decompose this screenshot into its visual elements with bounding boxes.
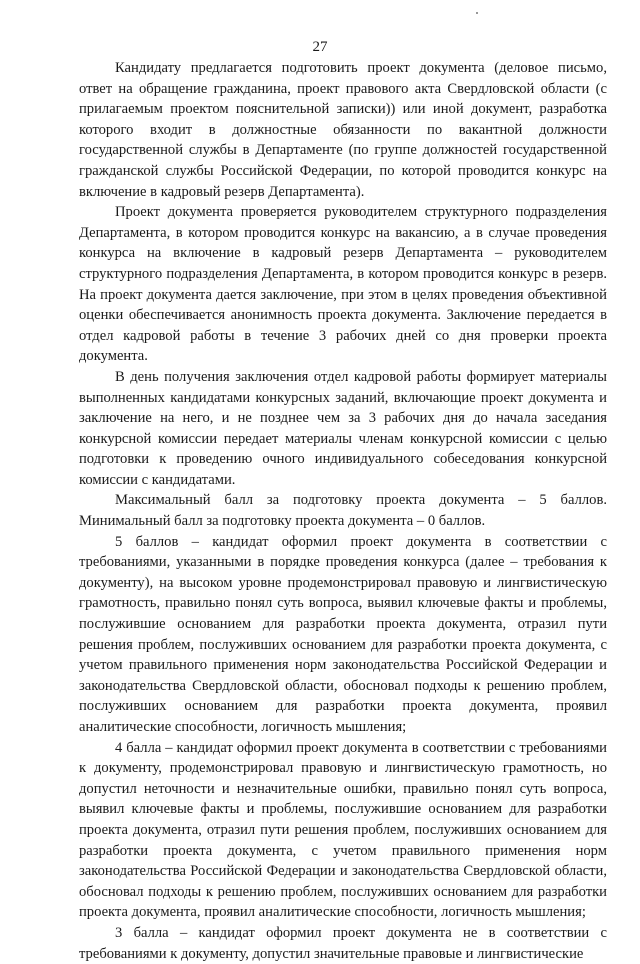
paragraph-materials-transfer: В день получения заключения отдел кадровой работы формирует материалы выполненных кандидатами конкурсных заданий, включающие проект документа и заключение на него, и не позднее чем за 3 рабочих дня до начала заседания конкурсной комиссии передает материалы членам конкурсной комиссии с целью подготовки к проведению очного индивидуального собеседования конкурсной комиссии с кандидатами.: [79, 368, 607, 488]
paragraph-score-range: Максимальный балл за подготовку проекта документа – 5 баллов. Минимальный балл за подготовку проекта документа – 0 баллов.: [79, 492, 607, 530]
scan-speck: [476, 12, 478, 14]
paragraph-task-description: Кандидату предлагается подготовить проект документа (деловое письмо, ответ на обращение гражданина, проект правового акта Свердловской области (с прилагаемым проектом пояснительной записки)) или иной документ, разработка которого входит в должностные обязанности по вакантной должности государственной службы в Департаменте (по группе должностей государственной гражданской службы Российской Федерации, по которой проводится конкурс на включение в кадровый резерв Департамента).: [79, 60, 607, 200]
paragraph-document-review: Проект документа проверяется руководителем структурного подразделения Департамента, в котором проводится конкурс на вакансию, а в случае проведения конкурса на включение в кадровый резерв Департамента – руководителем структурного подразделения Департамента, в котором проводится конкурс в резерв. На проект документа дается заключение, при этом в целях проведения объективной оценки обеспечивается анонимность проекта документа. Заключение передается в отдел кадровой работы в течение 3 рабочих дней со дня проверки проекта документа.: [79, 204, 607, 365]
paragraph-score-4: 4 балла – кандидат оформил проект документа в соответствии с требованиями к документу, продемонстрировал правовую и лингвистическую грамотность, но допустил неточности и незначительные ошибки, правильно понял суть вопроса, выявил ключевые факты и проблемы, послужившие основанием для разработки проекта документа, отразил пути решения проблем, послуживших основанием для разработки проекта документа, с учетом правильного применения норм законодательства Российской Федерации и законодательства Свердловской области, обосновал подходы к решению проблем, послуживших основанием для разработки проекта документа, проявил аналитические способности, логичность мышления;: [79, 739, 607, 921]
page-number: 27: [312, 39, 328, 55]
page-body: [79, 58, 607, 964]
paragraph-score-5: 5 баллов – кандидат оформил проект документа в соответствии с требованиями, указанными в порядке проведения конкурса (далее – требования к документу), на высоком уровне продемонстрировал правовую и лингвистическую грамотность, правильно понял суть вопроса, выявил ключевые факты и проблемы, послужившие основанием для разработки проекта документа, отразил пути решения проблем, послуживших основанием для разработки проекта документа, с учетом правильного применения норм законодательства Российской Федерации и законодательства Свердловской области, обосновал подходы к решению проблем, послуживших основанием для разработки проекта документа, проявил аналитические способности, логичность мышления;: [79, 533, 607, 735]
paragraph-score-3: 3 балла – кандидат оформил проект документа не в соответствии с требованиями к документу, допустил значительные правовые и лингвистические: [79, 924, 607, 962]
